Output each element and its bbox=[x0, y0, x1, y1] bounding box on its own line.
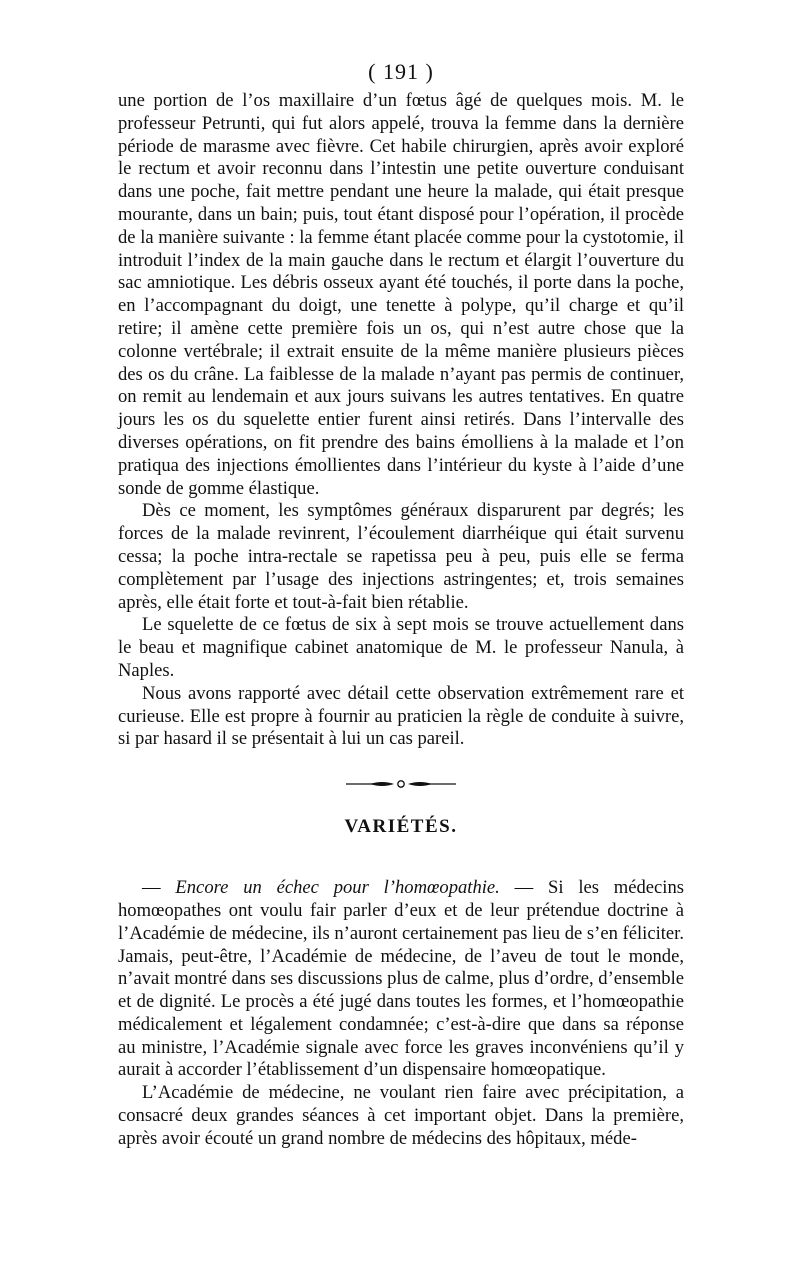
article-body-1: — Si les médecins homœopathes ont voulu fair parler d’eux et de leur prétendue doctrine à l’Académie de médecine, ils n’auront certainement pas lieu de s’en féliciter. Jamais, peut-être, l’Académie de médecine, de l’aveu de tout le monde, n’avait montré dans ses discussions plus de calme, plus d’ordre, d’ensemble et de dignité. Le procès a été jugé dans toutes les formes, et l’homœopathie médicalement et légalement condamnée; c’est-à-dire que dans sa réponse au ministre, l’Académie signale avec force les graves inconvéniens qu’il y aurait à accorder l’établissement d’un dispensaire homœopatique. bbox=[118, 877, 685, 1081]
ornamental-divider bbox=[118, 777, 684, 791]
paragraph-conclusion: Nous avons rapporté avec détail cette observation extrêmement rare et curieuse. Elle est propre à fournir au praticien la règle de conduite à suivre, si par hasard il se présentait à lui un cas pareil. bbox=[118, 682, 684, 750]
article-title: Encore un échec pour l’homœopathie. bbox=[175, 877, 500, 899]
article-paragraph-2: L’Académie de médecine, ne voulant rien faire avec précipitation, a consacré deux grandes séances à cet important objet. Dans la première, après avoir écouté un grand nombre de médecins des hôpitaux, méde- bbox=[118, 1082, 684, 1149]
article-paragraph-1 bbox=[118, 877, 684, 1082]
section-title: VARIÉTÉS. bbox=[344, 816, 458, 838]
paragraph-skeleton: Le squelette de ce fœtus de six à sept mois se trouve actuellement dans le beau et magnifique cabinet anatomique de M. le professeur Nanula, à Naples. bbox=[118, 614, 684, 681]
paragraph-recovery: Dès ce moment, les symptômes généraux disparurent par degrés; les forces de la malade revinrent, l’écoulement diarrhéique qui était survenu cessa; la poche intra-rectale se rapetissa peu à peu, puis elle se ferma complètement par l’usage des injections astringentes; et, trois semaines après, elle était forte et tout-à-fait bien rétablie. bbox=[118, 500, 684, 613]
document-page bbox=[118, 58, 684, 1151]
divider-ornament-icon bbox=[346, 778, 456, 790]
article-lead-dash: — bbox=[142, 877, 176, 899]
paragraph-continued: une portion de l’os maxillaire d’un fœtus âgé de quelques mois. M. le professeur Petrunti, qui fut alors appelé, trouva la femme dans la dernière période de marasme avec fièvre. Cet habile chirurgien, après avoir exploré le rectum et avoir reconnu dans l’intestin une petite ouverture conduisant dans une poche, fait mettre pendant une heure la malade, qui était presque mourante, dans un bain; puis, tout étant disposé pour l’opération, il procède de la manière suivante : la femme étant placée comme pour la cystotomie, il introduit l’index de la main gauche dans le rectum et élargit l’ouverture du sac amniotique. Les débris osseux ayant été touchés, il porte dans la poche, en l’accompagnant du doigt, une tenette à polype, qu’il charge et qu’il retire; il amène cette première fois un os, qui n’est autre chose que la colonne vertébrale; il extrait ensuite de la même manière plusieurs pièces des os du crâne. La faiblesse de la malade n’ayant pas permis de continuer, on remit au lendemain et aux jours suivans les autres tentatives. En quatre jours les os du squelette entier furent ainsi retirés. Dans l’intervalle des diverses opérations, on fit prendre des bains émolliens à la malade et l’on pratiqua des injections émollientes dans l’intérieur du kyste à l’aide d’une sonde de gomme élastique. bbox=[118, 90, 684, 499]
page-number: ( 191 ) bbox=[368, 59, 434, 84]
